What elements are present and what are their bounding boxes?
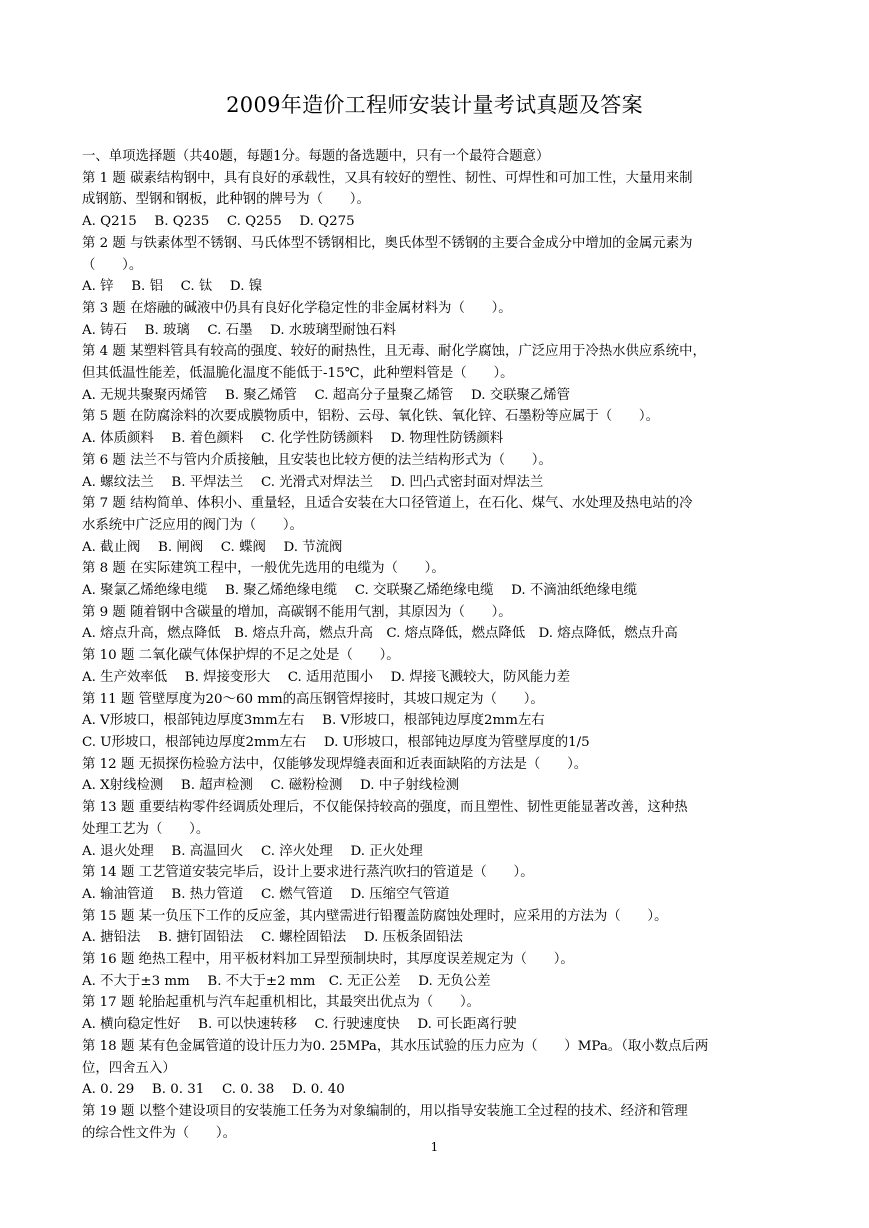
- text-line: 第 8 题 在实际建筑工程中，一般优先选用的电缆为（ ）。: [82, 561, 445, 577]
- text-line: 第 2 题 与铁素体型不锈钢、马氏体型不锈钢相比，奥氏体型不锈钢的主要合金成分中增加的金属元素为: [82, 235, 693, 251]
- text-line: A. 锌 B. 铝 C. 钛 D. 镍: [82, 279, 263, 295]
- text-line: 第 1 题 碳素结构钢中，具有良好的承载性，又具有较好的塑性、韧性、可焊性和可加工性，大量用来制: [82, 170, 693, 186]
- text-line: C. U形坡口，根部钝边厚度2mm左右 D. U形坡口，根部钝边厚度为管壁厚度的1/5: [82, 734, 590, 750]
- text-line: 位，四舍五入）: [82, 1060, 176, 1076]
- text-line: A. 横向稳定性好 B. 可以快速转移 C. 行驶速度快 D. 可长距离行驶: [82, 1017, 517, 1033]
- text-line: 第 3 题 在熔融的碱液中仍具有良好化学稳定性的非金属材料为（ ）。: [82, 300, 512, 316]
- text-line: （ ）。: [82, 257, 143, 273]
- text-line: 第 15 题 某一负压下工作的反应釜，其内壁需进行铅覆盖防腐蚀处理时，应采用的方法为（ ）。: [82, 908, 668, 924]
- text-line: 但其低温性能差，低温脆化温度不能低于-15℃，此种塑料管是（ ）。: [82, 366, 514, 382]
- text-line: 第 11 题 管壁厚度为20～60 mm的高压钢管焊接时，其坡口规定为（ ）。: [82, 691, 544, 707]
- text-line: 第 14 题 工艺管道安装完毕后，设计上要求进行蒸汽吹扫的管道是（ ）。: [82, 865, 534, 881]
- page-title: 2009年造价工程师安装计量考试真题及答案: [226, 93, 643, 117]
- text-line: 第 6 题 法兰不与管内介质接触，且安装也比较方便的法兰结构形式为（ ）。: [82, 452, 552, 468]
- text-line: A. Q215 B. Q235 C. Q255 D. Q275: [82, 214, 355, 230]
- text-line: 一、单项选择题（共40题，每题1分。每题的备选题中，只有一个最符合题意）: [82, 149, 550, 164]
- text-line: A. 0. 29 B. 0. 31 C. 0. 38 D. 0. 40: [82, 1082, 345, 1098]
- text-line: A. 螺纹法兰 B. 平焊法兰 C. 光滑式对焊法兰 D. 凹凸式密封面对焊法兰: [82, 474, 544, 490]
- text-line: 第 9 题 随着钢中含碳量的增加，高碳钢不能用气割，其原因为（ ）。: [82, 604, 512, 620]
- text-line: 第 12 题 无损探伤检验方法中，仅能够发现焊缝表面和近表面缺陷的方法是（ ）。: [82, 756, 588, 772]
- text-line: 第 13 题 重要结构零件经调质处理后，不仅能保持较高的强度，而且塑性、韧性更能显著改善，这种热: [82, 800, 688, 816]
- text-line: A. 生产效率低 B. 焊接变形大 C. 适用范围小 D. 焊接飞溅较大，防风能力差: [82, 669, 571, 685]
- text-line: A. 熔点升高，燃点降低 B. 熔点升高，燃点升高 C. 熔点降低，燃点降低 D. 熔点降低，燃点升高: [82, 626, 678, 642]
- text-line: 成钢筋、型钢和钢板，此种钢的牌号为（ ）。: [82, 192, 370, 208]
- text-line: A. X射线检测 B. 超声检测 C. 磁粉检测 D. 中子射线检测: [82, 778, 460, 794]
- text-line: 处理工艺为（ ）。: [82, 821, 210, 837]
- exam-body: [82, 146, 788, 1144]
- text-line: A. 截止阀 B. 闸阀 C. 蝶阀 D. 节流阀: [82, 539, 343, 555]
- text-line: A. 铸石 B. 玻璃 C. 石墨 D. 水玻璃型耐蚀石料: [82, 322, 396, 338]
- text-line: A. 无规共聚聚丙烯管 B. 聚乙烯管 C. 超高分子量聚乙烯管 D. 交联聚乙烯管: [82, 387, 571, 403]
- text-line: 第 5 题 在防腐涂料的次要成膜物质中，铝粉、云母、氧化铁、氧化锌、石墨粉等应属于（ ）。: [82, 409, 659, 425]
- text-line: 的综合性文件为（ ）。: [82, 1125, 236, 1141]
- text-line: A. V形坡口，根部钝边厚度3mm左右 B. V形坡口，根部钝边厚度2mm左右: [82, 713, 545, 729]
- text-line: A. 不大于±3 mm B. 不大于±2 mm C. 无正公差 D. 无负公差: [82, 973, 491, 989]
- text-line: 水系统中广泛应用的阀门为（ ）。: [82, 517, 303, 533]
- text-line: A. 搪铅法 B. 搪钉固铅法 C. 螺栓固铅法 D. 压板条固铅法: [82, 930, 463, 946]
- text-line: 第 4 题 某塑料管具有较高的强度、较好的耐热性，且无毒、耐化学腐蚀，广泛应用于冷热水供应系统中，: [82, 344, 706, 360]
- text-line: A. 输油管道 B. 热力管道 C. 燃气管道 D. 压缩空气管道: [82, 886, 450, 902]
- text-line: 第 17 题 轮胎起重机与汽车起重机相比，其最突出优点为（ ）。: [82, 995, 481, 1011]
- text-line: A. 体质颜料 B. 着色颜料 C. 化学性防锈颜料 D. 物理性防锈颜料: [82, 431, 504, 447]
- text-line: A. 聚氯乙烯绝缘电缆 B. 聚乙烯绝缘电缆 C. 交联聚乙烯绝缘电缆 D. 不滴油纸绝缘电缆: [82, 583, 638, 599]
- page-number: 1: [430, 1140, 439, 1154]
- text-line: 第 7 题 结构简单、体积小、重量轻，且适合安装在大口径管道上，在石化、煤气、水处理及热电站的冷: [82, 496, 693, 512]
- text-line: 第 19 题 以整个建设项目的安装施工任务为对象编制的，用以指导安装施工全过程的技术、经济和管理: [82, 1103, 688, 1119]
- text-line: 第 16 题 绝热工程中，用平板材料加工异型预制块时，其厚度误差规定为（ ）。: [82, 952, 574, 968]
- text-line: A. 退火处理 B. 高温回火 C. 淬火处理 D. 正火处理: [82, 843, 423, 859]
- text-line: 第 18 题 某有色金属管道的设计压力为0. 25MPa，其水压试验的压力应为（ ）MPa。（取小数点后两: [82, 1038, 709, 1054]
- text-line: 第 10 题 二氧化碳气体保护焊的不足之处是（ ）。: [82, 648, 400, 664]
